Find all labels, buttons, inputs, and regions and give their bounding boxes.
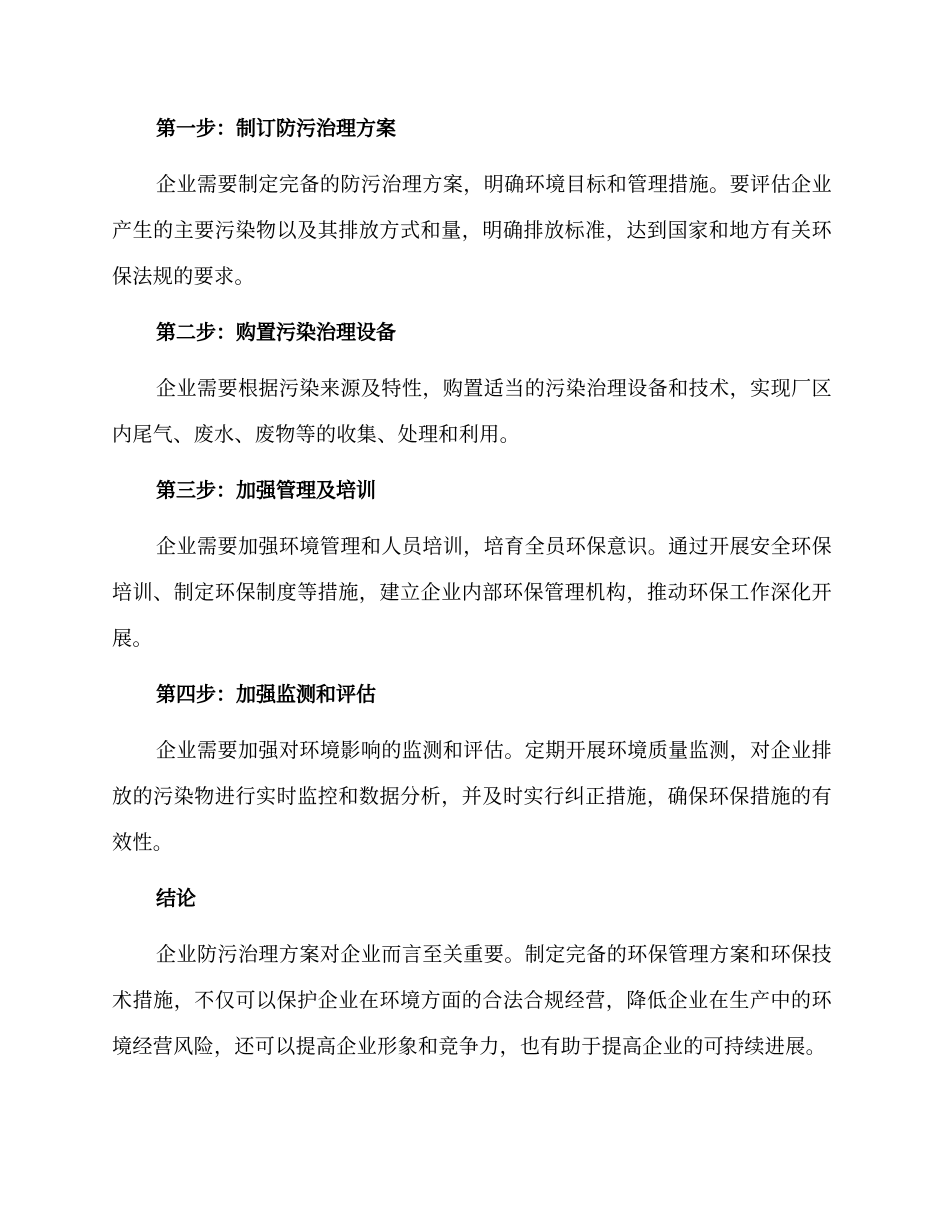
section-heading-step-1: 第一步：制订防污治理方案 [156,116,396,140]
section-heading-conclusion: 结论 [156,886,196,910]
section-heading-step-3: 第三步：加强管理及培训 [156,478,376,502]
section-heading-step-2: 第二步：购置污染治理设备 [156,320,396,344]
document-page [112,108,832,1082]
section-body-step-1: 企业需要制定完备的防污治理方案，明确环境目标和管理措施。要评估企业产生的主要污染物以及其排放方式和量，明确排放标准，达到国家和地方有关环保法规的要求。 [112,172,832,288]
section-body-conclusion: 企业防污治理方案对企业而言至关重要。制定完备的环保管理方案和环保技术措施，不仅可以保护企业在环境方面的合法合规经营，降低企业在生产中的环境经营风险，还可以提高企业形象和竞争力，也有助于提高企业的可持续进展。 [112,942,832,1058]
section-body-step-4: 企业需要加强对环境影响的监测和评估。定期开展环境质量监测，对企业排放的污染物进行实时监控和数据分析，并及时实行纠正措施，确保环保措施的有效性。 [112,738,832,854]
section-heading-step-4: 第四步：加强监测和评估 [156,682,376,706]
section-body-step-2: 企业需要根据污染来源及特性，购置适当的污染治理设备和技术，实现厂区内尾气、废水、废物等的收集、处理和利用。 [112,376,832,446]
section-body-step-3: 企业需要加强环境管理和人员培训，培育全员环保意识。通过开展安全环保培训、制定环保制度等措施，建立企业内部环保管理机构，推动环保工作深化开展。 [112,534,832,650]
